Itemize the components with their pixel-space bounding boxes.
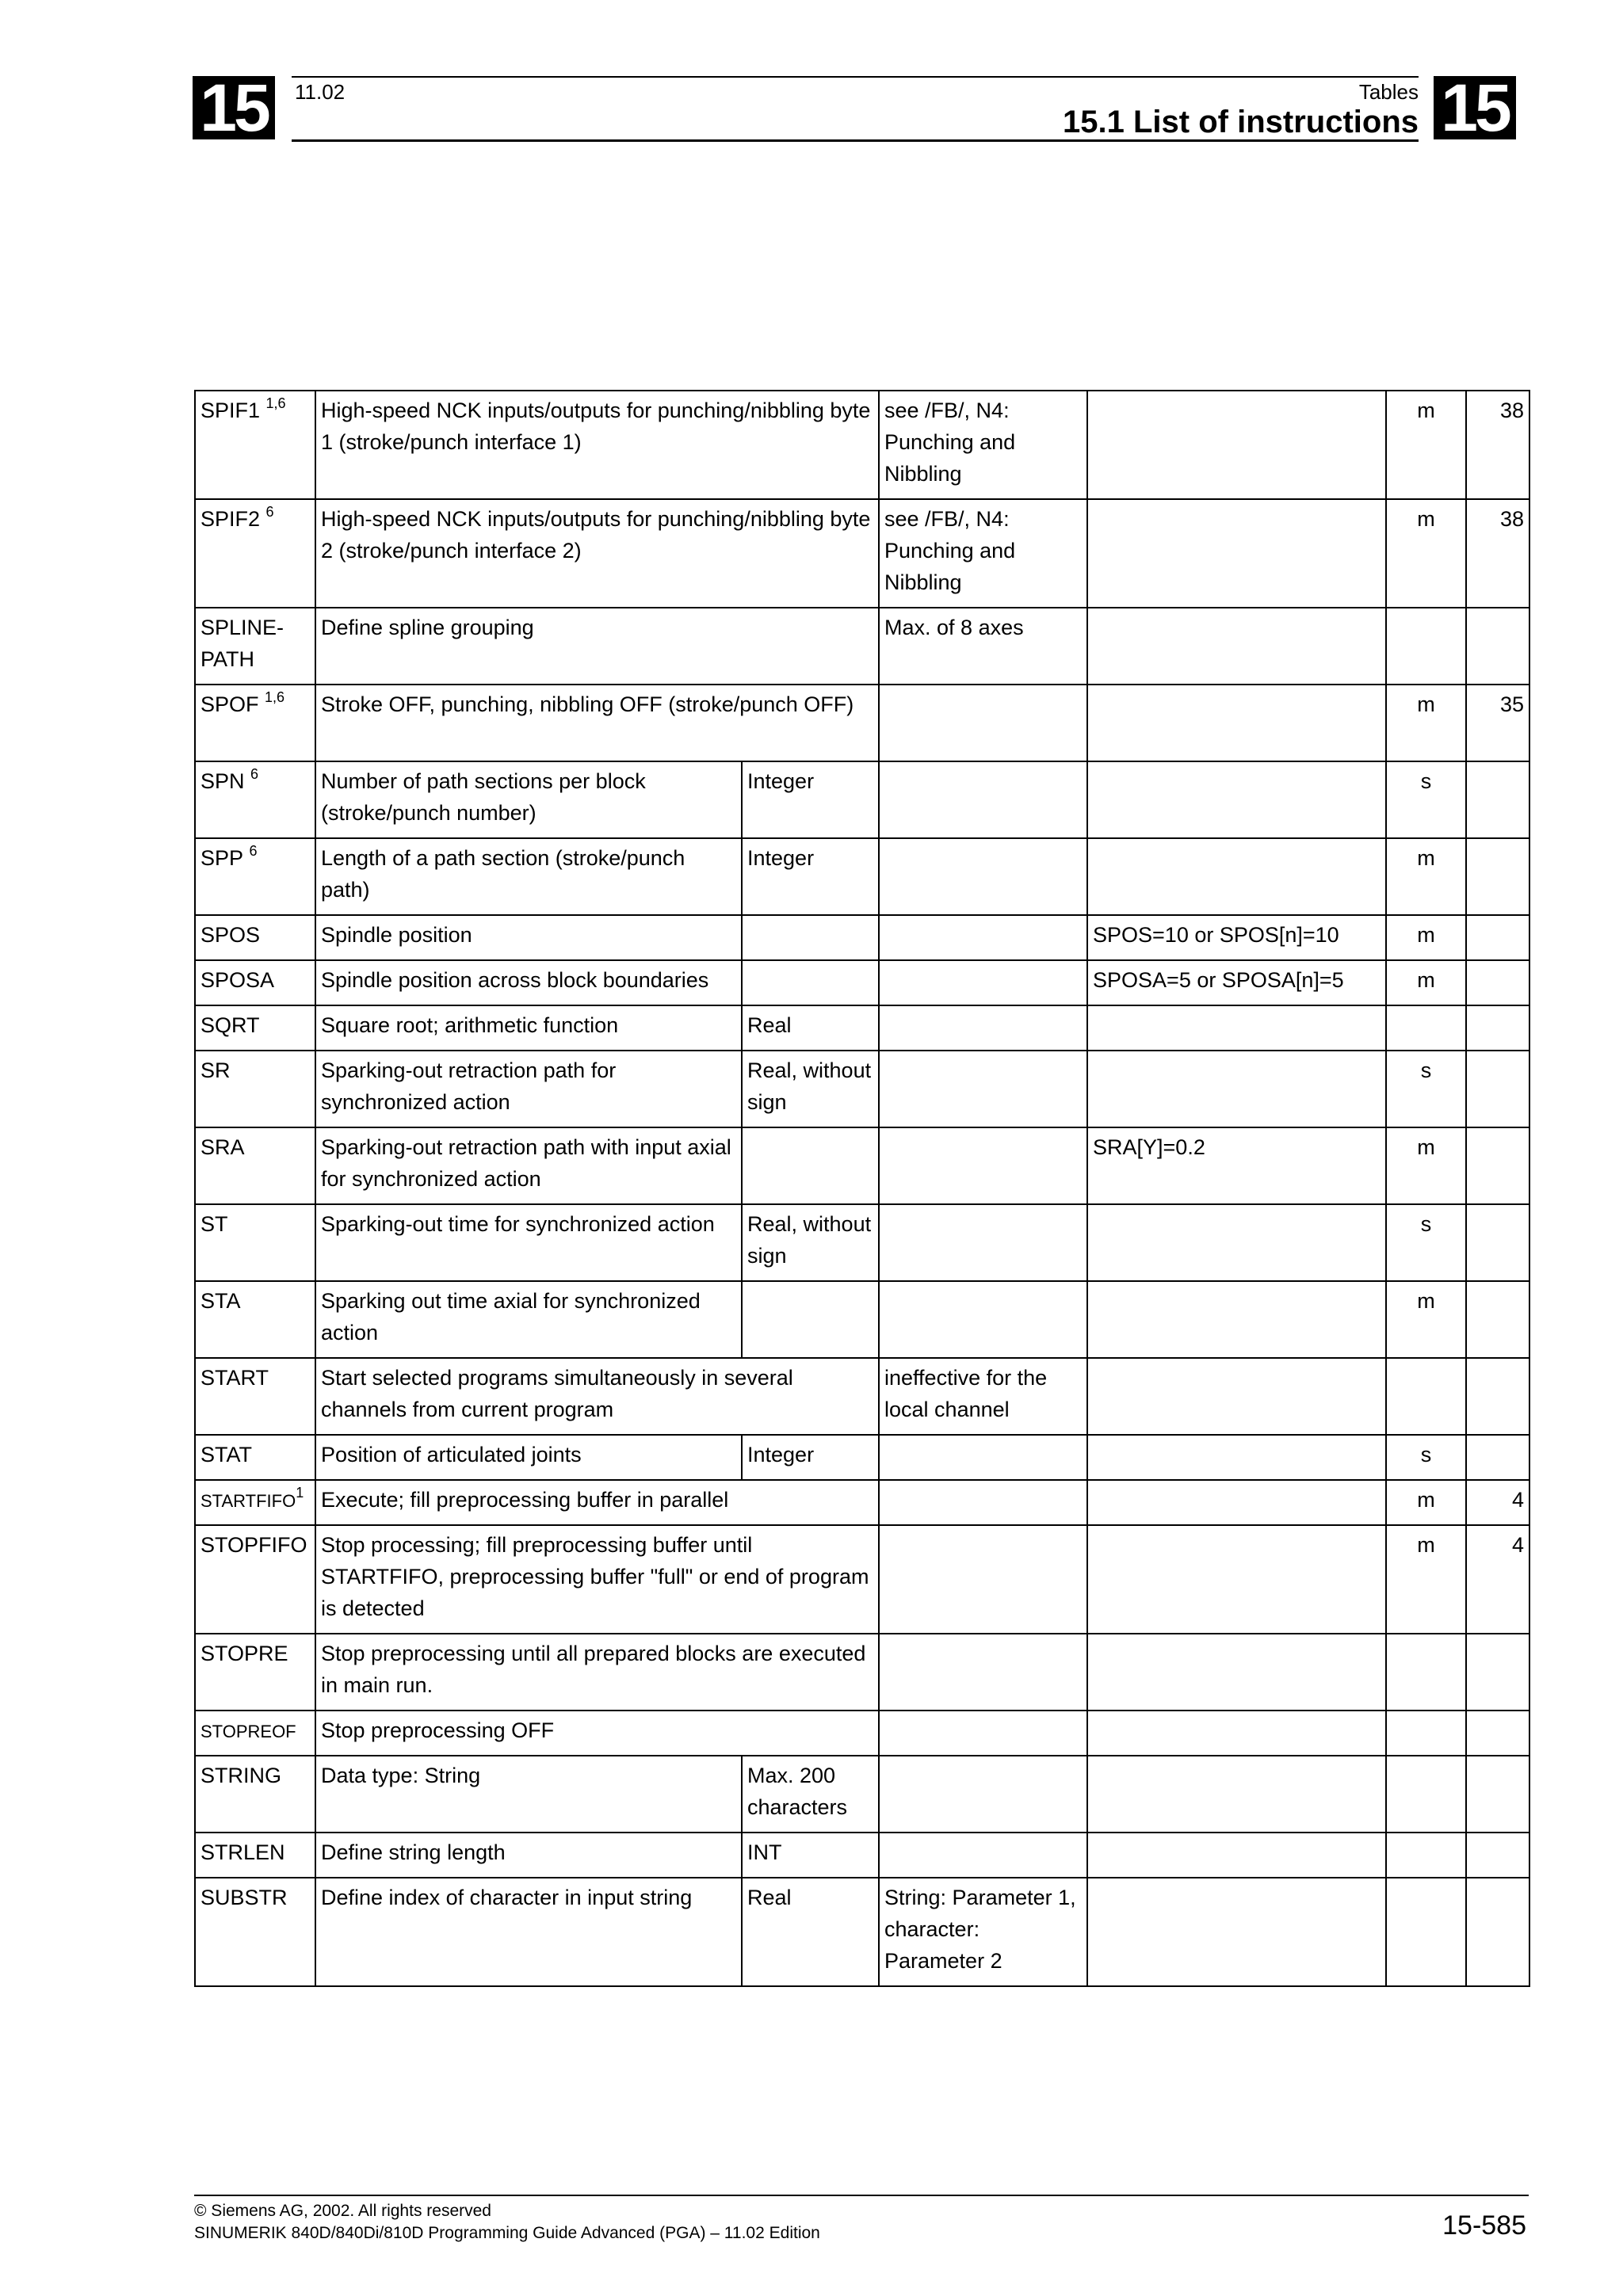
instructions-table xyxy=(194,390,1530,1987)
group-number-cell xyxy=(1466,1204,1529,1281)
parameter-cell: INT xyxy=(742,1833,879,1878)
instruction-description-cell: Stop preprocessing OFF xyxy=(315,1711,879,1756)
instruction-name-cell xyxy=(195,1711,315,1756)
group-number-cell: 38 xyxy=(1466,499,1529,608)
instruction-description-cell: Spindle position xyxy=(315,915,742,960)
table-row xyxy=(195,499,1529,608)
instruction-footnote-marker: 6 xyxy=(250,766,259,782)
parameter-cell: Integer xyxy=(742,761,879,838)
group-number-cell xyxy=(1466,960,1529,1005)
info-cell xyxy=(879,1711,1087,1756)
table-row xyxy=(195,1480,1529,1525)
modal-type-cell xyxy=(1386,1833,1466,1878)
instruction-description-cell: Data type: String xyxy=(315,1756,742,1833)
page-number: 15-585 xyxy=(1442,2210,1526,2241)
example-cell xyxy=(1087,761,1386,838)
example-cell xyxy=(1087,1358,1386,1435)
group-number-cell xyxy=(1466,838,1529,915)
instruction-description-cell: Square root; arithmetic function xyxy=(315,1005,742,1051)
instruction-name: STOPFIFO xyxy=(200,1533,307,1557)
example-cell xyxy=(1087,1634,1386,1711)
info-cell xyxy=(879,960,1087,1005)
example-cell xyxy=(1087,1005,1386,1051)
instruction-description-cell: Define index of character in input string xyxy=(315,1878,742,1986)
example-cell xyxy=(1087,1711,1386,1756)
group-number-cell xyxy=(1466,1878,1529,1986)
instruction-name-cell xyxy=(195,608,315,685)
example-cell xyxy=(1087,1878,1386,1986)
instruction-name-cell xyxy=(195,1051,315,1127)
group-number-cell: 4 xyxy=(1466,1480,1529,1525)
modal-type-cell: m xyxy=(1386,838,1466,915)
parameter-cell xyxy=(742,915,879,960)
modal-type-cell xyxy=(1386,1005,1466,1051)
modal-type-cell: s xyxy=(1386,1051,1466,1127)
table-row xyxy=(195,915,1529,960)
instruction-name: SRA xyxy=(200,1135,245,1159)
instruction-description-cell: Length of a path section (stroke/punch path) xyxy=(315,838,742,915)
parameter-cell xyxy=(742,960,879,1005)
parameter-cell xyxy=(742,1127,879,1204)
group-number-cell xyxy=(1466,1833,1529,1878)
parameter-cell xyxy=(742,1281,879,1358)
info-cell: see /FB/, N4: Punching and Nibbling xyxy=(879,499,1087,608)
modal-type-cell xyxy=(1386,608,1466,685)
table-row xyxy=(195,960,1529,1005)
example-cell xyxy=(1087,1204,1386,1281)
example-cell xyxy=(1087,391,1386,499)
info-cell xyxy=(879,1051,1087,1127)
example-cell xyxy=(1087,1525,1386,1634)
info-cell xyxy=(879,761,1087,838)
modal-type-cell: m xyxy=(1386,499,1466,608)
table-row xyxy=(195,608,1529,685)
example-cell xyxy=(1087,499,1386,608)
info-cell xyxy=(879,838,1087,915)
modal-type-cell xyxy=(1386,1878,1466,1986)
instruction-description-cell: Define string length xyxy=(315,1833,742,1878)
instruction-description-cell: Start selected programs simultaneously in several channels from current program xyxy=(315,1358,879,1435)
example-cell xyxy=(1087,1756,1386,1833)
example-cell xyxy=(1087,838,1386,915)
info-cell xyxy=(879,1480,1087,1525)
instruction-name: SPLINE-PATH xyxy=(200,616,285,671)
instruction-description-cell: High-speed NCK inputs/outputs for punching/nibbling byte 1 (stroke/punch interface 1) xyxy=(315,391,879,499)
instruction-description-cell: Sparking-out retraction path for synchronized action xyxy=(315,1051,742,1127)
parameter-cell: Real xyxy=(742,1005,879,1051)
instruction-name-cell xyxy=(195,1204,315,1281)
info-cell xyxy=(879,915,1087,960)
modal-type-cell: s xyxy=(1386,761,1466,838)
example-cell xyxy=(1087,1281,1386,1358)
instruction-name: SUBSTR xyxy=(200,1886,288,1909)
instruction-name: STRING xyxy=(200,1764,282,1787)
parameter-cell: Integer xyxy=(742,1435,879,1480)
group-number-cell: 4 xyxy=(1466,1525,1529,1634)
modal-type-cell: s xyxy=(1386,1204,1466,1281)
instruction-footnote-marker: 1 xyxy=(296,1485,304,1501)
table-row xyxy=(195,1281,1529,1358)
instruction-name-cell xyxy=(195,1127,315,1204)
instruction-name: SPOF xyxy=(200,692,259,716)
instruction-name: STARTFIFO xyxy=(200,1491,296,1511)
info-cell: Max. of 8 axes xyxy=(879,608,1087,685)
info-cell xyxy=(879,1127,1087,1204)
footer-rule xyxy=(194,2195,1529,2196)
instruction-name-cell xyxy=(195,1358,315,1435)
info-cell: ineffective for the local channel xyxy=(879,1358,1087,1435)
table-row xyxy=(195,1634,1529,1711)
instruction-name: STRLEN xyxy=(200,1840,285,1864)
info-cell xyxy=(879,1833,1087,1878)
instruction-name: STOPREOF xyxy=(200,1722,296,1741)
group-number-cell xyxy=(1466,1358,1529,1435)
instruction-name-cell xyxy=(195,1634,315,1711)
instruction-name-cell xyxy=(195,1878,315,1986)
table-row xyxy=(195,1525,1529,1634)
example-cell xyxy=(1087,1435,1386,1480)
instruction-description-cell: High-speed NCK inputs/outputs for punching/nibbling byte 2 (stroke/punch interface 2) xyxy=(315,499,879,608)
table-row xyxy=(195,1435,1529,1480)
info-cell xyxy=(879,1435,1087,1480)
parameter-cell: Integer xyxy=(742,838,879,915)
instruction-name-cell xyxy=(195,960,315,1005)
instruction-description-cell: Spindle position across block boundaries xyxy=(315,960,742,1005)
modal-type-cell: m xyxy=(1386,1480,1466,1525)
modal-type-cell: m xyxy=(1386,960,1466,1005)
instruction-description-cell: Number of path sections per block (stroke/punch number) xyxy=(315,761,742,838)
group-number-cell xyxy=(1466,915,1529,960)
instruction-name: STOPRE xyxy=(200,1642,288,1665)
table-row xyxy=(195,1358,1529,1435)
instruction-name: SPOSA xyxy=(200,968,275,992)
group-number-cell xyxy=(1466,1711,1529,1756)
group-number-cell xyxy=(1466,608,1529,685)
instruction-name: SPN xyxy=(200,769,245,793)
example-cell xyxy=(1087,685,1386,761)
instruction-name: SPP xyxy=(200,846,244,870)
info-cell xyxy=(879,1525,1087,1634)
info-cell xyxy=(879,685,1087,761)
instruction-footnote-marker: 1,6 xyxy=(265,689,285,705)
header-top-rule xyxy=(292,76,1419,78)
instruction-name-cell xyxy=(195,1480,315,1525)
instruction-name-cell xyxy=(195,1005,315,1051)
instruction-name: SPOS xyxy=(200,923,261,947)
table-row xyxy=(195,1878,1529,1986)
instruction-name: ST xyxy=(200,1212,228,1236)
table-row xyxy=(195,1127,1529,1204)
instruction-name: SQRT xyxy=(200,1013,260,1037)
modal-type-cell xyxy=(1386,1358,1466,1435)
modal-type-cell: s xyxy=(1386,1435,1466,1480)
info-cell xyxy=(879,1756,1087,1833)
info-cell xyxy=(879,1204,1087,1281)
instruction-description-cell: Position of articulated joints xyxy=(315,1435,742,1480)
group-number-cell xyxy=(1466,1756,1529,1833)
table-row xyxy=(195,838,1529,915)
instruction-name: STAT xyxy=(200,1443,252,1466)
modal-type-cell: m xyxy=(1386,1525,1466,1634)
group-number-cell: 35 xyxy=(1466,685,1529,761)
example-cell: SPOSA=5 or SPOSA[n]=5 xyxy=(1087,960,1386,1005)
example-cell xyxy=(1087,1480,1386,1525)
instruction-description-cell: Stroke OFF, punching, nibbling OFF (stroke/punch OFF) xyxy=(315,685,879,761)
instructions-table-body xyxy=(195,391,1529,1986)
modal-type-cell: m xyxy=(1386,915,1466,960)
example-cell xyxy=(1087,1833,1386,1878)
instruction-description-cell: Sparking-out time for synchronized action xyxy=(315,1204,742,1281)
table-row xyxy=(195,1711,1529,1756)
instruction-name-cell xyxy=(195,499,315,608)
instruction-name: SR xyxy=(200,1058,231,1082)
table-row xyxy=(195,761,1529,838)
page-title: 15.1 List of instructions xyxy=(1063,105,1419,139)
instruction-name-cell xyxy=(195,391,315,499)
info-cell xyxy=(879,1281,1087,1358)
header-date: 11.02 xyxy=(295,80,346,104)
info-cell xyxy=(879,1634,1087,1711)
instruction-description-cell: Sparking out time axial for synchronized action xyxy=(315,1281,742,1358)
instruction-name-cell xyxy=(195,1435,315,1480)
instruction-name-cell xyxy=(195,1525,315,1634)
instruction-name-cell xyxy=(195,761,315,838)
instruction-name: SPIF1 xyxy=(200,399,261,422)
chapter-number-badge-left: 15 xyxy=(193,76,275,139)
info-cell: String: Parameter 1, character: Parameter 2 xyxy=(879,1878,1087,1986)
instruction-description-cell: Stop processing; fill preprocessing buffer until STARTFIFO, preprocessing buffer "full" or end of program is detected xyxy=(315,1525,879,1634)
instruction-footnote-marker: 6 xyxy=(265,504,274,520)
instruction-name-cell xyxy=(195,685,315,761)
instruction-description-cell: Sparking-out retraction path with input axial for synchronized action xyxy=(315,1127,742,1204)
footer-document-title: SINUMERIK 840D/840Di/810D Programming Guide Advanced (PGA) – 11.02 Edition xyxy=(194,2224,820,2242)
group-number-cell xyxy=(1466,1005,1529,1051)
modal-type-cell: m xyxy=(1386,1127,1466,1204)
instruction-name-cell xyxy=(195,1756,315,1833)
instruction-name: START xyxy=(200,1366,269,1390)
parameter-cell: Real xyxy=(742,1878,879,1986)
group-number-cell: 38 xyxy=(1466,391,1529,499)
example-cell xyxy=(1087,1051,1386,1127)
example-cell xyxy=(1087,608,1386,685)
table-row xyxy=(195,685,1529,761)
table-row xyxy=(195,391,1529,499)
modal-type-cell: m xyxy=(1386,391,1466,499)
instruction-name-cell xyxy=(195,838,315,915)
instruction-name-cell xyxy=(195,1833,315,1878)
group-number-cell xyxy=(1466,1634,1529,1711)
example-cell: SPOS=10 or SPOS[n]=10 xyxy=(1087,915,1386,960)
instruction-footnote-marker: 6 xyxy=(249,843,258,859)
instruction-description-cell: Execute; fill preprocessing buffer in parallel xyxy=(315,1480,879,1525)
instruction-name-cell xyxy=(195,915,315,960)
info-cell xyxy=(879,1005,1087,1051)
instruction-name: STA xyxy=(200,1289,241,1313)
group-number-cell xyxy=(1466,1127,1529,1204)
table-row xyxy=(195,1005,1529,1051)
table-row xyxy=(195,1204,1529,1281)
parameter-cell: Real, without sign xyxy=(742,1051,879,1127)
table-row xyxy=(195,1833,1529,1878)
group-number-cell xyxy=(1466,761,1529,838)
instruction-footnote-marker: 1,6 xyxy=(265,395,286,411)
chapter-number-badge-right: 15 xyxy=(1434,76,1516,139)
instruction-description-cell: Stop preprocessing until all prepared blocks are executed in main run. xyxy=(315,1634,879,1711)
modal-type-cell xyxy=(1386,1756,1466,1833)
header-section-label: Tables xyxy=(1358,80,1419,104)
footer-copyright: © Siemens AG, 2002. All rights reserved xyxy=(194,2202,491,2220)
group-number-cell xyxy=(1466,1435,1529,1480)
table-row xyxy=(195,1051,1529,1127)
instruction-name: SPIF2 xyxy=(200,507,261,531)
modal-type-cell: m xyxy=(1386,1281,1466,1358)
parameter-cell: Max. 200 characters xyxy=(742,1756,879,1833)
group-number-cell xyxy=(1466,1051,1529,1127)
group-number-cell xyxy=(1466,1281,1529,1358)
modal-type-cell: m xyxy=(1386,685,1466,761)
modal-type-cell xyxy=(1386,1711,1466,1756)
parameter-cell: Real, without sign xyxy=(742,1204,879,1281)
example-cell: SRA[Y]=0.2 xyxy=(1087,1127,1386,1204)
instruction-description-cell: Define spline grouping xyxy=(315,608,879,685)
modal-type-cell xyxy=(1386,1634,1466,1711)
table-row xyxy=(195,1756,1529,1833)
info-cell: see /FB/, N4: Punching and Nibbling xyxy=(879,391,1087,499)
instruction-name-cell xyxy=(195,1281,315,1358)
